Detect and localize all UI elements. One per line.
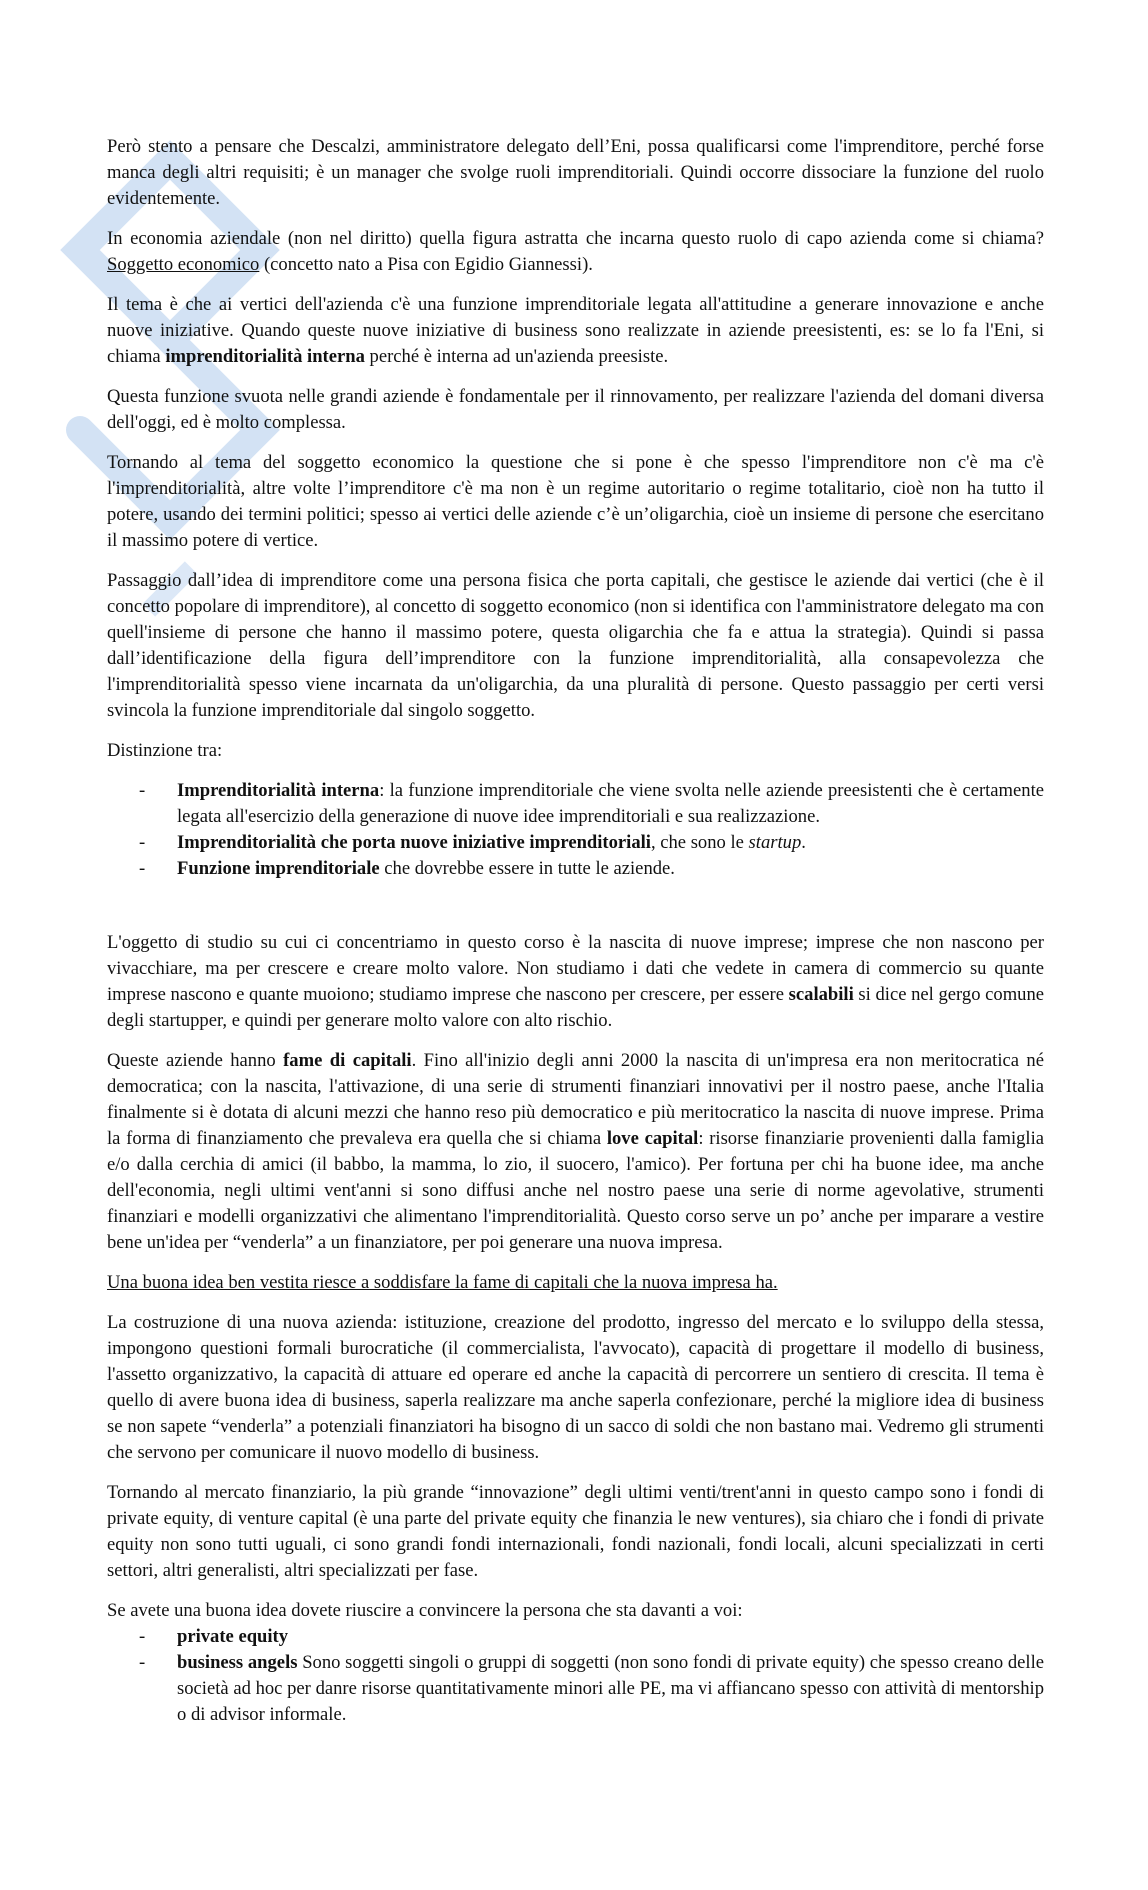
distinction-list — [107, 778, 1044, 882]
paragraph-5: Tornando al tema del soggetto economico la questione che si pone è che spesso l'imprenditore non c'è ma c'è l'imprenditorialità, altre volte l’imprenditore c'è ma non è un regime autoritario o regime totalitario, cioè non ha tutto il potere, usando dei termini politici; spesso ai vertici delle aziende c’è un’oligarchia, cioè un insieme di persone che esercitano il massimo potere di vertice. — [107, 452, 1044, 551]
paragraph-4: Questa funzione svuota nelle grandi aziende è fondamentale per il rinnovamento, per realizzare l'azienda del domani diversa dell'oggi, ed è molto complessa. — [107, 386, 1044, 433]
paragraph-6: Passaggio dall’idea di imprenditore come una persona fisica che porta capitali, che gestisce le aziende dai vertici (che è il concetto popolare di imprenditore), al concetto di soggetto economico (non si identifica con l'amministratore delegato ma con quell'insieme di persone che hanno il massimo potere, questa oligarchia che fa e attua la strategia). Quindi si passa dall’identificazione della figura dell’imprenditore con la funzione imprenditorialità, alla consapevolezza che l'imprenditorialità spesso viene incarnata da un'oligarchia, da una pluralità di persone. Questo passaggio per certi versi svincola la funzione imprenditoriale dal singolo soggetto. — [107, 570, 1044, 721]
paragraph-10-underlined: Una buona idea ben vestita riesce a soddisfare la fame di capitali che la nuova impresa ha. — [107, 1272, 778, 1293]
underlined-term: Soggetto economico — [107, 254, 260, 275]
list-item: - Imprenditorialità che porta nuove iniziative imprenditoriali, che sono le startup. — [107, 830, 1044, 856]
list-item: - private equity — [107, 1624, 1044, 1650]
paragraph-7: Distinzione tra: — [107, 740, 223, 761]
paragraph-3: Il tema è che ai vertici dell'azienda c'è una funzione imprenditoriale legata all'attitudine a generare innovazione e anche nuove iniziative. Quando queste nuove iniziative di business sono realizzate in aziende preesistenti, es: se lo fa l'Eni, si chiama imprenditorialità interna perché è interna ad un'azienda preesiste. — [107, 294, 1044, 367]
list-item: - Funzione imprenditoriale che dovrebbe essere in tutte le aziende. — [107, 856, 1044, 882]
paragraph-13: Se avete una buona idea dovete riuscire a convincere la persona che sta davanti a voi: — [107, 1600, 743, 1621]
document-page — [107, 134, 1044, 1742]
paragraph-12: Tornando al mercato finanziario, la più grande “innovazione” degli ultimi venti/trent'anni in questo campo sono i fondi di private equity, di venture capital (è una parte del private equity che finanzia le new ventures), sia chiaro che i fondi di private equity non sono tutti uguali, ci sono grandi fondi internazionali, fondi nazionali, fondi locali, alcuni specializzati in certi settori, altri generalisti, altri specializzati per fase. — [107, 1482, 1044, 1581]
investor-list — [107, 1624, 1044, 1728]
paragraph-2: In economia aziendale (non nel diritto) quella figura astratta che incarna questo ruolo di capo azienda come si chiama? Soggetto economico (concetto nato a Pisa con Egidio Giannessi). — [107, 228, 1044, 275]
list-item: - Imprenditorialità interna: la funzione imprenditoriale che viene svolta nelle aziende preesistenti che è certamente legata all'esercizio della generazione di nuove idee imprenditoriali e sua realizzazione. — [107, 778, 1044, 830]
paragraph-11: La costruzione di una nuova azienda: istituzione, creazione del prodotto, ingresso del mercato e lo sviluppo della stessa, impongono questioni formali burocratiche (il commercialista, l'avvocato), capacità di progettare il modello di business, l'assetto organizzativo, la capacità di attuare ed operare ed anche la capacità di percorrere un sentiero di crescita. Il tema è quello di avere buona idea di business, saperla realizzare ma anche saperla confezionare, perché la migliore idea di business se non sapete “venderla” a potenziali finanziatori ha bisogno di un sacco di soldi che non bastano mai. Vedremo gli strumenti che servono per comunicare il nuovo modello di business. — [107, 1312, 1044, 1463]
list-item: - business angels Sono soggetti singoli o gruppi di soggetti (non sono fondi di private equity) che spesso creano delle società ad hoc per danre risorse quantitativamente minori alle PE, ma vi affiancano spesso con attività di mentorship o di advisor informale. — [107, 1650, 1044, 1728]
bold-term: imprenditorialità interna — [165, 346, 365, 367]
paragraph-9: Queste aziende hanno fame di capitali. Fino all'inizio degli anni 2000 la nascita di un'impresa era non meritocratica né democratica; con la nascita, l'attivazione, di una serie di strumenti finanziari innovativi per il nostro paese, anche l'Italia finalmente si è dotata di alcuni mezzi che hanno reso più democratico e più meritocratico la nascita di nuove imprese. Prima la forma di finanziamento che prevaleva era quella che si chiama love capital: risorse finanziarie provenienti dalla famiglia e/o dalla cerchia di amici (il babbo, la mamma, lo zio, il suocero, l'amico). Per fortuna per chi ha buone idee, ma anche dell'economia, negli ultimi vent'anni si sono diffusi anche nel nostro paese una serie di norme agevolative, strumenti finanziari e modelli organizzativi che alimentano l'imprenditorialità. Questo corso serve un po’ anche per imparare a vestire bene un'idea per “venderla” a un finanziatore, per poi generare una nuova impresa. — [107, 1050, 1044, 1253]
paragraph-8: L'oggetto di studio su cui ci concentriamo in questo corso è la nascita di nuove imprese; imprese che non nascono per vivacchiare, ma per crescere e creare molto valore. Non studiamo i dati che vedete in camera di commercio su quante imprese nascono e quante muoiono; studiamo imprese che nascono per crescere, per essere scalabili si dice nel gergo comune degli startupper, e quindi per generare molto valore con alto rischio. — [107, 932, 1045, 1031]
paragraph-1: Però stento a pensare che Descalzi, amministratore delegato dell’Eni, possa qualificarsi come l'imprenditore, perché forse manca degli altri requisiti; è un manager che svolge ruoli imprenditoriali. Quindi occorre dissociare la funzione del ruolo evidentemente. — [107, 136, 1044, 209]
